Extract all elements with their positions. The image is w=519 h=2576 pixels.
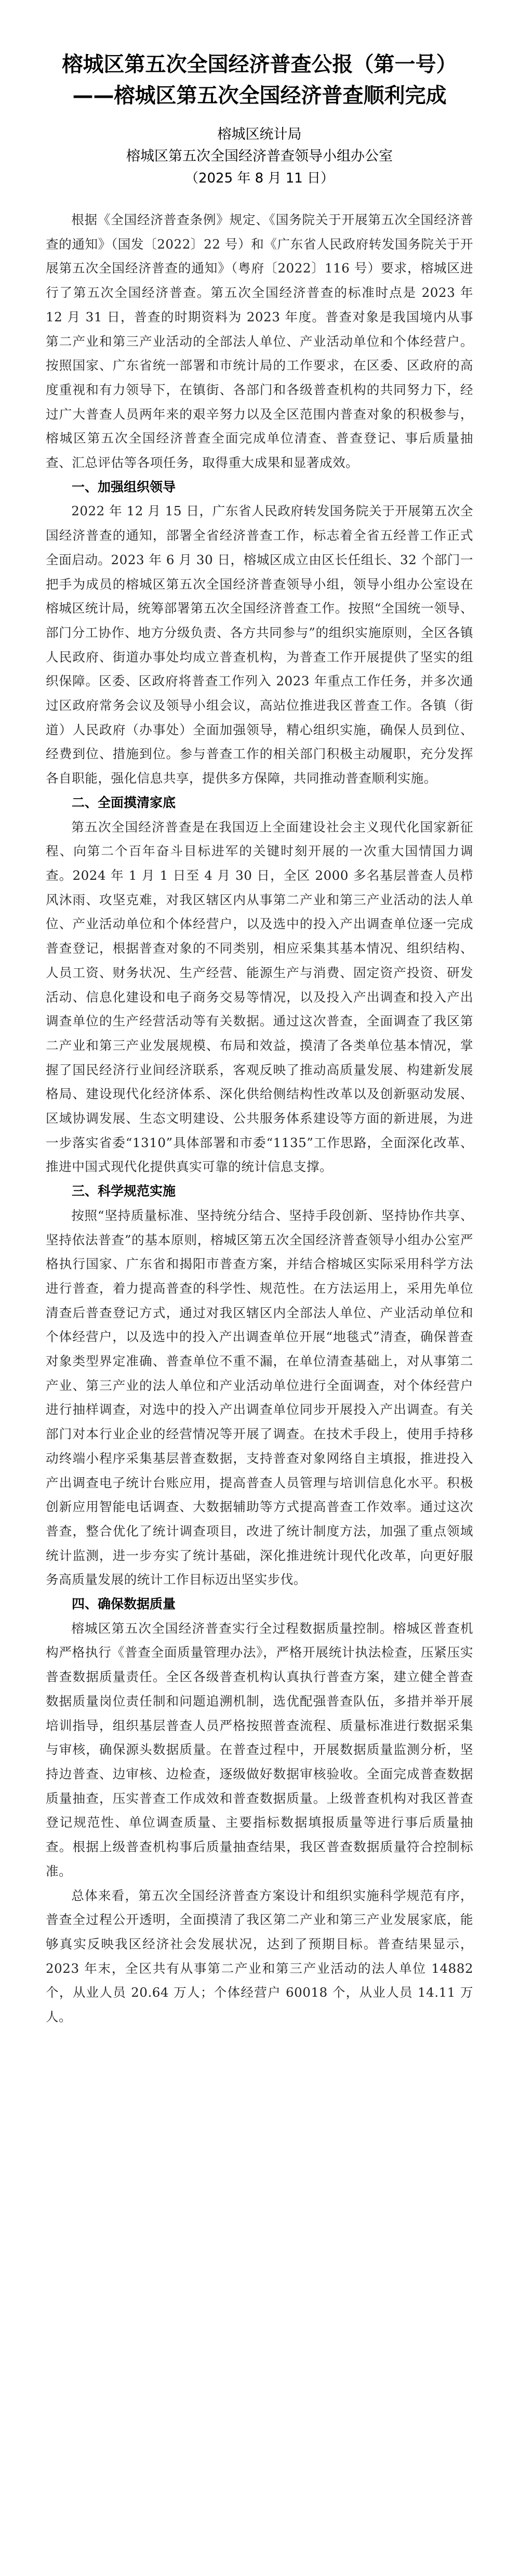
section-heading-implementation: 三、科学规范实施: [72, 1183, 176, 1199]
publish-date: （2025 年 8 月 11 日）: [184, 171, 335, 186]
summary-paragraph: 总体来看，第五次全国经济普查方案设计和组织实施科学规范有序，普查全过程公开透明，全面摸清了我区第二产业和第三产业发展家底，能够真实反映我区经济社会发展状况，达到了预期目标。普查结果显示，2023 年末，全区共有从事第二产业和第三产业活动的法人单位 14882 个，从业人员 20.64 万人；个体经营户 60018 个，从业人员 14.11 万人。: [46, 1888, 473, 2025]
section-paragraph: 2022 年 12 月 15 日，广东省人民政府转发国务院关于开展第五次全国经济普查的通知，部署全省经济普查工作，标志着全省五经普工作正式全面启动。2023 年 6 月 30 日，榕城区成立由区长任组长、32 个部门一把手为成员的榕城区第五次全国经济普查领导小组，领导小组办公室设在榕城区统计局，统筹部署第五次全国经济普查工作。按照“全国统一领导、部门分工协作、地方分级负责、各方共同参与”的组织实施原则，全区各镇人民政府、街道办事处均成立普查机构，为普查工作开展提供了坚实的组织保障。区委、区政府将普查工作列入 2023 年重点工作任务，并多次通过区政府常务会议及领导小组会议，高站位推进我区普查工作。各镇（街道）人民政府（办事处）全面加强领导，精心组织实施，确保人员到位、经费到位、措施到位。参与普查工作的相关部门积极主动履职，充分发挥各自职能，强化信息共享，提供多方保障，共同推动普查顺利实施。: [46, 503, 473, 786]
section-heading-organization: 一、加强组织领导: [72, 479, 176, 495]
issuing-org-census-office: 榕城区第五次全国经济普查领导小组办公室: [126, 148, 393, 164]
bulletin-title: 榕城区第五次全国经济普查公报（第一号）: [62, 53, 457, 76]
section-heading-data-quality: 四、确保数据质量: [72, 1596, 176, 1612]
issuing-org-statistics-bureau: 榕城区统计局: [217, 126, 302, 142]
intro-paragraph: 根据《全国经济普查条例》规定、《国务院关于开展第五次全国经济普查的通知》（国发〔2022〕22 号）和《广东省人民政府转发国务院关于开展第五次全国经济普查的通知》（粤府〔2022〕116 号）要求，榕城区进行了第五次全国经济普查。第五次全国经济普查的标准时点是 2023 年 12 月 31 日，普查的时期资料为 2023 年度。普查对象是我国境内从事第二产业和第三产业活动的全部法人单位、产业活动单位和个体经营户。按照国家、广东省统一部署和市统计局的工作要求，在区委、区政府的高度重视和有力领导下，在镇街、各部门和各级普查机构的共同努力下，经过广大普查人员两年来的艰辛努力以及全区范围内普查对象的积极参与，榕城区第五次全国经济普查全面完成单位清查、普查登记、事后质量抽查、汇总评估等各项任务，取得重大成果和显著成效。: [46, 212, 473, 471]
section-heading-survey: 二、全面摸清家底: [72, 795, 176, 810]
bulletin-subtitle: ——榕城区第五次全国经济普查顺利完成: [72, 84, 447, 108]
section-paragraph: 按照“坚持质量标准、坚持统分结合、坚持手段创新、坚持协作共享、坚持依法普查”的基本原则，榕城区第五次全国经济普查领导小组办公室严格执行国家、广东省和揭阳市普查方案，并结合榕城区实际采用科学方法进行普查，着力提高普查的科学性、规范性。在方法运用上，采用先单位清查后普查登记方式，通过对我区辖区内全部法人单位、产业活动单位和个体经营户，以及选中的投入产出调查单位开展“地毯式”清查，确保普查对象类型界定准确、普查单位不重不漏，在单位清查基础上，对从事第二产业、第三产业的法人单位和产业活动单位进行全面调查，对个体经营户进行抽样调查，对选中的投入产出调查单位同步开展投入产出调查。有关部门对本行业企业的经营情况等开展了调查。在技术手段上，使用手持移动终端小程序采集基层普查数据，支持普查对象网络自主填报，推进投入产出调查电子统计台账应用，提高普查人员管理与培训信息化水平。积极创新应用智能电话调查、大数据辅助等方式提高普查工作效率。通过这次普查，整合优化了统计调查项目，改进了统计制度方法，加强了重点领域统计监测，进一步夯实了统计基础，深化推进统计现代化改革，向更好服务高质量发展的统计工作目标迈出坚实步伐。: [46, 1207, 473, 1588]
section-paragraph: 第五次全国经济普查是在我国迈上全面建设社会主义现代化国家新征程、向第二个百年奋斗目标进军的关键时刻开展的一次重大国情国力调查。2024 年 1 月 1 日至 4 月 30 日，全区 2000 多名基层普查人员栉风沐雨、攻坚克难，对我区辖区内从事第二产业和第三产业活动的法人单位、产业活动单位和个体经营户，以及选中的投入产出调查单位逐一完成普查登记，根据普查对象的不同类别，相应采集其基本情况、组织结构、人员工资、财务状况、生产经营、能源生产与消费、固定资产投资、研发活动、信息化建设和电子商务交易等情况，以及投入产出调查和投入产出调查单位的生产经营活动等有关数据。通过这次普查，全面调查了我区第二产业和第三产业发展规模、布局和效益，摸清了各类单位基本情况，掌握了国民经济行业间经济联系，客观反映了推动高质量发展、构建新发展格局、建设现代化经济体系、深化供给侧结构性改革以及创新驱动发展、区域协调发展、生态文明建设、公共服务体系建设等方面的新进展，为进一步落实省委“1310”具体部署和市委“1135”工作思路，全面深化改革、推进中国式现代化提供真实可靠的统计信息支撑。: [46, 819, 473, 1175]
section-paragraph: 榕城区第五次全国经济普查实行全过程数据质量控制。榕城区普查机构严格执行《普查全面质量管理办法》，严格开展统计执法检查，压紧压实普查数据质量责任。全区各级普查机构认真执行普查方案，建立健全普查数据质量岗位责任制和问题追溯机制，选优配强普查队伍，多措并举开展培训指导，组织基层普查人员严格按照普查流程、质量标准进行数据采集与审核，确保源头数据质量。在普查过程中，开展数据质量监测分析，坚持边普查、边审核、边检查，逐级做好数据审核验收。全面完成普查数据质量抽查，压实普查工作成效和普查数据质量。上级普查机构对我区普查登记规范性、单位调查质量、主要指标数据填报质量等进行事后质量抽查。根据上级普查机构事后质量抽查结果，我区普查数据质量符合控制标准。: [46, 1620, 473, 1879]
bulletin-body: [33, 208, 486, 2029]
